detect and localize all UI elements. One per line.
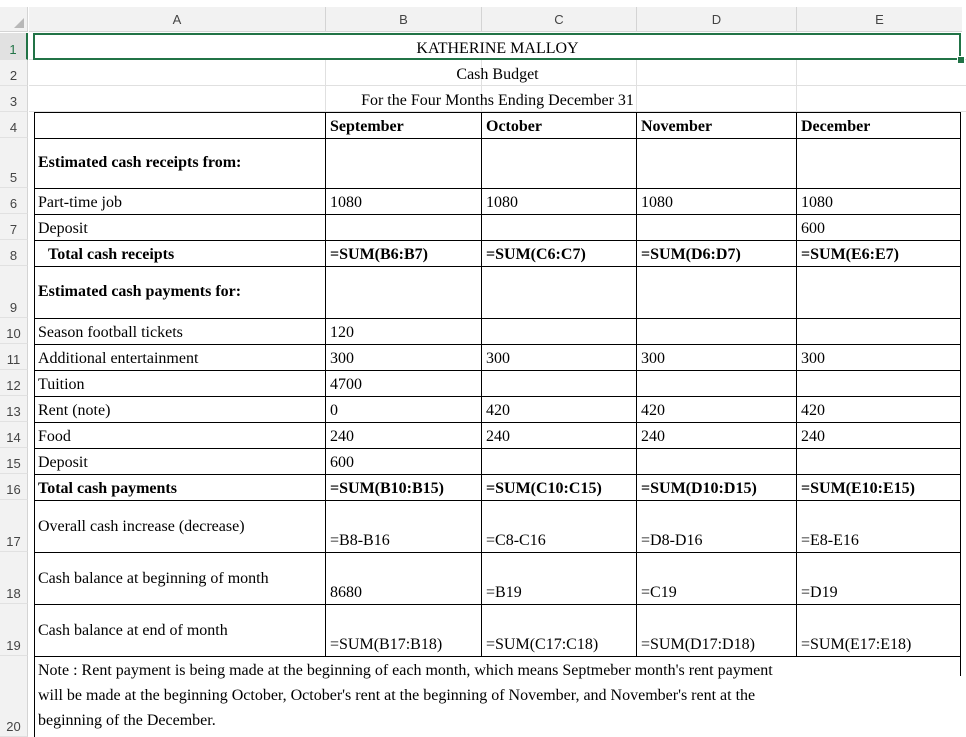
cell-note-line-2[interactable]: will be made at the beginning October, October's rent at the beginning of November, and November's rent at the bbox=[38, 687, 756, 704]
cell-d8[interactable]: =SUM(D6:D7) bbox=[641, 246, 741, 263]
cell-label-ending-balance[interactable]: Cash balance at end of month bbox=[38, 622, 228, 639]
cell-d18[interactable]: =C19 bbox=[641, 584, 677, 601]
cell-c12[interactable] bbox=[486, 370, 636, 396]
cell-label-season-football-tickets[interactable]: Season football tickets bbox=[38, 324, 183, 341]
row-header-16[interactable]: 16 bbox=[0, 474, 28, 500]
cell-c17[interactable]: =C8-C16 bbox=[486, 532, 546, 549]
row-header-15[interactable]: 15 bbox=[0, 448, 28, 474]
cell-b12[interactable]: 4700 bbox=[330, 376, 362, 393]
cell-b16[interactable]: =SUM(B10:B15) bbox=[330, 480, 444, 497]
cell-label-beginning-balance[interactable]: Cash balance at beginning of month bbox=[38, 570, 269, 587]
column-header-a[interactable]: A bbox=[29, 7, 325, 32]
column-header-c[interactable]: C bbox=[482, 7, 636, 32]
select-all-corner[interactable] bbox=[0, 7, 28, 32]
cell-d6[interactable]: 1080 bbox=[641, 194, 673, 211]
cell-c14[interactable]: 240 bbox=[486, 428, 510, 445]
row-header-8[interactable]: 8 bbox=[0, 240, 28, 266]
cell-label-total-payments[interactable]: Total cash payments bbox=[38, 480, 177, 497]
cell-label-additional-entertainment[interactable]: Additional entertainment bbox=[38, 350, 199, 367]
cell-note-line-3[interactable]: beginning of the December. bbox=[38, 712, 216, 729]
cell-e18[interactable]: =D19 bbox=[801, 584, 838, 601]
cell-c7[interactable] bbox=[486, 214, 636, 240]
cell-e19[interactable]: =SUM(E17:E18) bbox=[801, 636, 912, 653]
cell-b18[interactable]: 8680 bbox=[330, 584, 362, 601]
cell-e11[interactable]: 300 bbox=[801, 350, 825, 367]
cell-c13[interactable]: 420 bbox=[486, 402, 510, 419]
cell-month-september[interactable]: September bbox=[330, 118, 404, 135]
row-header-2[interactable]: 2 bbox=[0, 60, 28, 86]
cell-label-total-receipts[interactable]: Total cash receipts bbox=[48, 246, 175, 263]
row-header-14[interactable]: 14 bbox=[0, 422, 28, 448]
row-header-17[interactable]: 17 bbox=[0, 500, 28, 552]
cell-d10[interactable] bbox=[641, 318, 791, 344]
cell-d17[interactable]: =D8-D16 bbox=[641, 532, 703, 549]
row-header-4[interactable]: 4 bbox=[0, 112, 28, 138]
cell-b10[interactable]: 120 bbox=[330, 324, 354, 341]
row-header-12[interactable]: 12 bbox=[0, 370, 28, 396]
cell-payments-heading[interactable]: Estimated cash payments for: bbox=[38, 283, 242, 300]
cell-b6[interactable]: 1080 bbox=[330, 194, 362, 211]
column-header-d[interactable]: D bbox=[637, 7, 796, 32]
cell-c15[interactable] bbox=[486, 448, 636, 474]
row-header-9[interactable]: 9 bbox=[0, 266, 28, 318]
row-header-1[interactable]: 1 bbox=[0, 33, 28, 60]
cell-d7[interactable] bbox=[641, 214, 791, 240]
cell-b11[interactable]: 300 bbox=[330, 350, 354, 367]
cell-c19[interactable]: =SUM(C17:C18) bbox=[486, 636, 599, 653]
cell-c6[interactable]: 1080 bbox=[486, 194, 518, 211]
cell-label-food[interactable]: Food bbox=[38, 428, 71, 445]
cell-d16[interactable]: =SUM(D10:D15) bbox=[641, 480, 757, 497]
cell-b17[interactable]: =B8-B16 bbox=[330, 532, 390, 549]
cell-d13[interactable]: 420 bbox=[641, 402, 665, 419]
cell-report-title[interactable]: Cash Budget bbox=[456, 66, 539, 83]
cell-b14[interactable]: 240 bbox=[330, 428, 354, 445]
cell-label-rent[interactable]: Rent (note) bbox=[38, 402, 111, 419]
cell-note-line-1[interactable]: Note : Rent payment is being made at the beginning of each month, which means Septmeber month's rent payment bbox=[38, 662, 773, 679]
cell-e10[interactable] bbox=[801, 318, 951, 344]
cell-c16[interactable]: =SUM(C10:C15) bbox=[486, 480, 602, 497]
cell-e8[interactable]: =SUM(E6:E7) bbox=[801, 246, 899, 263]
cell-report-period[interactable]: For the Four Months Ending December 31 bbox=[361, 92, 634, 109]
cell-label-part-time-job[interactable]: Part-time job bbox=[38, 194, 122, 211]
cell-e13[interactable]: 420 bbox=[801, 402, 825, 419]
cell-e12[interactable] bbox=[801, 370, 951, 396]
cell-month-october[interactable]: October bbox=[486, 118, 542, 135]
column-header-e[interactable]: E bbox=[797, 7, 962, 32]
cell-c18[interactable]: =B19 bbox=[486, 584, 522, 601]
cell-month-december[interactable]: December bbox=[801, 118, 871, 135]
row-header-11[interactable]: 11 bbox=[0, 344, 28, 370]
column-header-b[interactable]: B bbox=[326, 7, 481, 32]
cell-label-deposit-receipt[interactable]: Deposit bbox=[38, 220, 88, 237]
cell-b19[interactable]: =SUM(B17:B18) bbox=[330, 636, 443, 653]
row-header-3[interactable]: 3 bbox=[0, 86, 28, 112]
row-header-13[interactable]: 13 bbox=[0, 396, 28, 422]
row-header-19[interactable]: 19 bbox=[0, 604, 28, 656]
row-header-6[interactable]: 6 bbox=[0, 188, 28, 214]
cell-month-november[interactable]: November bbox=[641, 118, 713, 135]
cell-e6[interactable]: 1080 bbox=[801, 194, 833, 211]
cell-company-name[interactable]: KATHERINE MALLOY bbox=[416, 40, 579, 57]
cell-e17[interactable]: =E8-E16 bbox=[801, 532, 859, 549]
cell-b13[interactable]: 0 bbox=[330, 402, 338, 419]
cell-d12[interactable] bbox=[641, 370, 791, 396]
row-header-7[interactable]: 7 bbox=[0, 214, 28, 240]
cell-c10[interactable] bbox=[486, 318, 636, 344]
cell-d19[interactable]: =SUM(D17:D18) bbox=[641, 636, 755, 653]
cell-b15[interactable]: 600 bbox=[330, 454, 354, 471]
cell-d14[interactable]: 240 bbox=[641, 428, 665, 445]
cell-label-deposit-payment[interactable]: Deposit bbox=[38, 454, 88, 471]
cell-e16[interactable]: =SUM(E10:E15) bbox=[801, 480, 915, 497]
row-header-5[interactable]: 5 bbox=[0, 138, 28, 188]
cell-c11[interactable]: 300 bbox=[486, 350, 510, 367]
cell-d11[interactable]: 300 bbox=[641, 350, 665, 367]
row-header-20[interactable]: 20 bbox=[0, 656, 28, 737]
cell-label-tuition[interactable]: Tuition bbox=[38, 376, 85, 393]
cell-e14[interactable]: 240 bbox=[801, 428, 825, 445]
cell-label-overall-increase[interactable]: Overall cash increase (decrease) bbox=[38, 518, 245, 535]
cell-b8[interactable]: =SUM(B6:B7) bbox=[330, 246, 428, 263]
cell-e15[interactable] bbox=[801, 448, 951, 474]
cell-e7[interactable]: 600 bbox=[801, 220, 825, 237]
cell-b7[interactable] bbox=[330, 214, 480, 240]
row-header-18[interactable]: 18 bbox=[0, 552, 28, 604]
cell-c8[interactable]: =SUM(C6:C7) bbox=[486, 246, 586, 263]
row-header-10[interactable]: 10 bbox=[0, 318, 28, 344]
cell-receipts-heading[interactable]: Estimated cash receipts from: bbox=[38, 154, 242, 171]
cell-d15[interactable] bbox=[641, 448, 791, 474]
